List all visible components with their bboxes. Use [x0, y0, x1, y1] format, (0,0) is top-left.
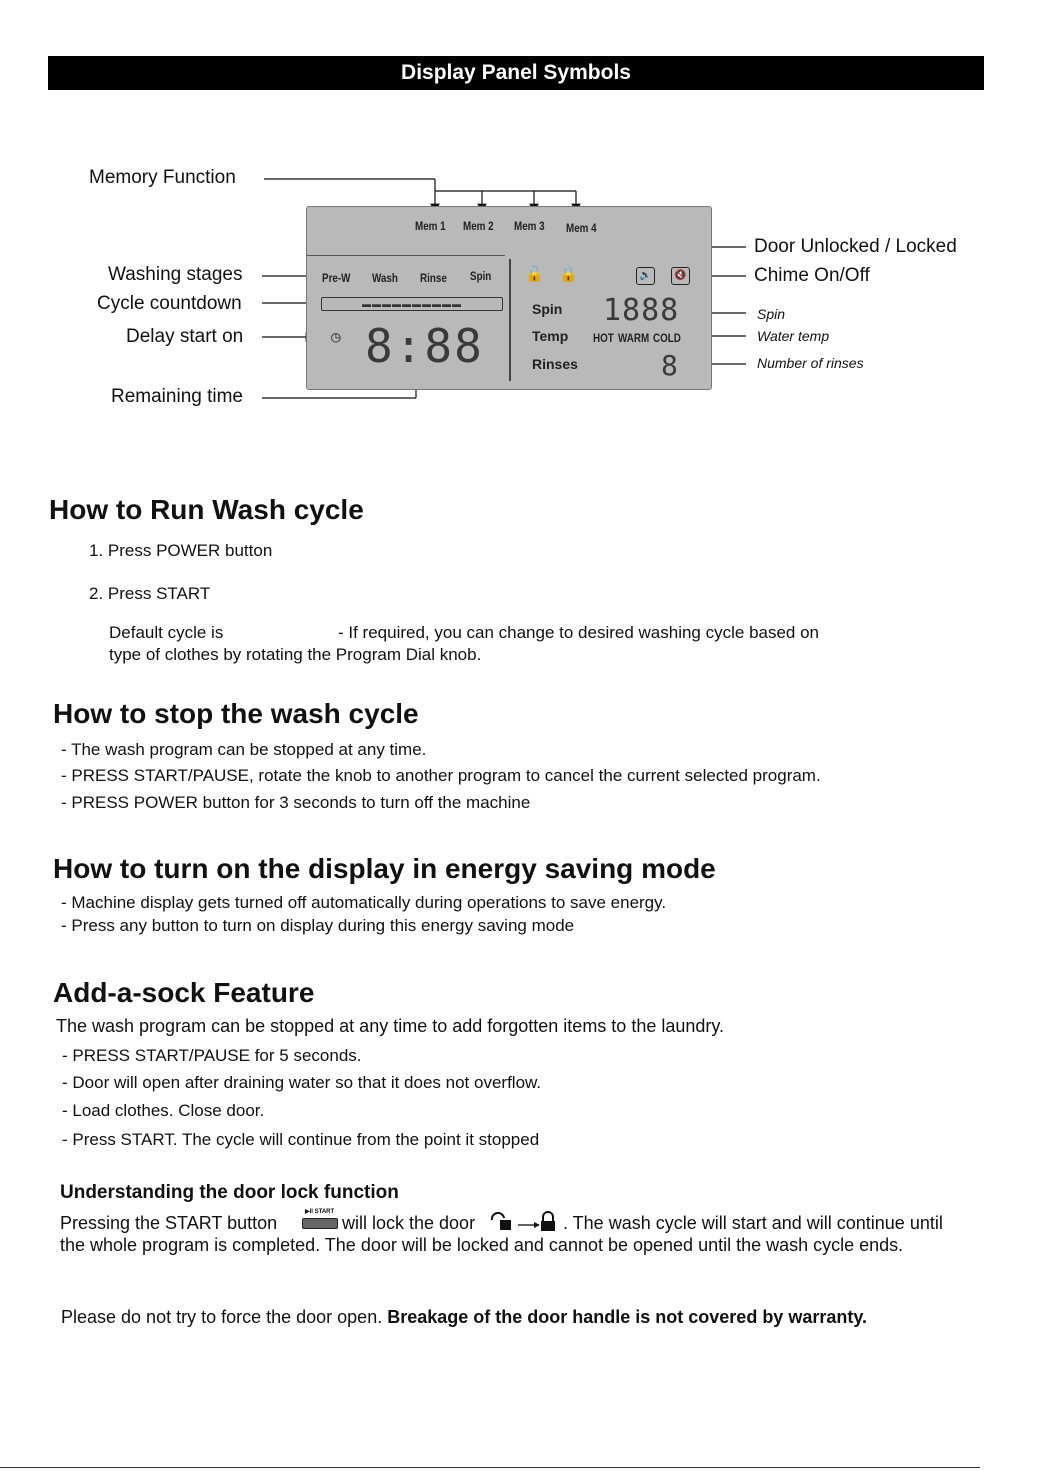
start-button-label: ▶II START — [305, 1209, 335, 1215]
run-default-a: Default cycle is — [109, 623, 224, 642]
spin-display: 1888 — [603, 293, 680, 328]
lock-icon: 🔒 — [559, 266, 578, 283]
callout-washing-stages: Washing stages — [108, 264, 243, 285]
callout-memory-function: Memory Function — [89, 167, 236, 188]
bottom-rule — [0, 1467, 980, 1468]
stop-line-3: - PRESS POWER button for 3 seconds to turn off the machine — [61, 793, 531, 812]
energy-line-1: - Machine display gets turned off automatically during operations to save energy. — [61, 893, 667, 912]
temp-hot: HOT — [593, 331, 614, 345]
callout-door-lock: Door Unlocked / Locked — [754, 236, 957, 257]
run-title: How to Run Wash cycle — [49, 494, 364, 525]
rinses-label: Rinses — [532, 356, 578, 372]
run-step-1: 1. Press POWER button — [89, 541, 273, 560]
stop-line-2: - PRESS START/PAUSE, rotate the knob to another program to cancel the current selected program. — [61, 766, 821, 785]
stop-title: How to stop the wash cycle — [53, 698, 419, 729]
energy-line-2: - Press any button to turn on display during this energy saving mode — [61, 916, 575, 935]
time-display: 8:88 — [365, 319, 484, 373]
callout-rinses: Number of rinses — [757, 355, 864, 371]
start-button-icon — [301, 1208, 337, 1228]
section-banner: Display Panel Symbols — [48, 56, 984, 90]
run-step-2: 2. Press START — [89, 584, 211, 603]
doorlock-text-a: Pressing the START button — [60, 1213, 278, 1233]
run-default-b: - If required, you can change to desired washing cycle based on — [338, 623, 820, 642]
doorlock-text-b: will lock the door — [342, 1213, 476, 1233]
display-panel — [306, 206, 712, 390]
temp-warm: WARM — [618, 331, 650, 345]
stage-wash: Wash — [372, 271, 398, 285]
doorlock-text-c: . The wash cycle will start and will continue until — [563, 1213, 943, 1233]
warning-plain: Please do not try to force the door open. — [61, 1307, 383, 1327]
callout-remaining-time: Remaining time — [111, 386, 243, 407]
warning-bold: Breakage of the door handle is not covered by warranty. — [387, 1307, 868, 1327]
doorlock-text-d: the whole program is completed. The door will be locked and cannot be opened until the wash cycle ends. — [60, 1235, 904, 1255]
clock-icon: ◷ — [331, 327, 341, 346]
temp-cold: COLD — [653, 331, 681, 345]
rinses-display: 8 — [661, 349, 678, 382]
stage-rinse: Rinse — [420, 271, 447, 285]
callout-spin: Spin — [757, 306, 786, 322]
callout-cycle-countdown: Cycle countdown — [97, 293, 242, 314]
sock-line-4: - Press START. The cycle will continue from the point it stopped — [62, 1130, 540, 1149]
doorlock-title: Understanding the door lock function — [60, 1182, 399, 1203]
chime-off-icon: 🔇 — [671, 267, 690, 285]
unlock-icon: 🔓 — [525, 266, 544, 283]
callout-water-temp: Water temp — [757, 328, 830, 344]
stage-spin: Spin — [470, 269, 492, 283]
unlock-to-lock-icon — [490, 1210, 562, 1232]
countdown-bar: ▬▬▬▬▬▬▬▬▬▬ — [321, 297, 503, 311]
sock-line-3: - Load clothes. Close door. — [62, 1101, 265, 1120]
callout-chime: Chime On/Off — [754, 265, 870, 286]
stop-line-1: - The wash program can be stopped at any time. — [61, 740, 427, 759]
sock-intro: The wash program can be stopped at any time to add forgotten items to the laundry. — [56, 1016, 725, 1036]
spin-label: Spin — [532, 301, 563, 317]
run-default-c: type of clothes by rotating the Program Dial knob. — [109, 645, 482, 664]
chime-on-icon: 🔊 — [636, 267, 655, 285]
sock-line-1: - PRESS START/PAUSE for 5 seconds. — [62, 1046, 362, 1065]
stage-prew: Pre-W — [322, 271, 351, 285]
temp-label: Temp — [532, 328, 569, 344]
mem4-label: Mem 4 — [566, 221, 597, 235]
sock-title: Add-a-sock Feature — [53, 977, 315, 1008]
mem3-label: Mem 3 — [514, 219, 545, 233]
warning-line — [61, 1307, 867, 1328]
energy-title: How to turn on the display in energy saving mode — [53, 853, 716, 884]
mem2-label: Mem 2 — [463, 219, 494, 233]
sock-line-2: - Door will open after draining water so that it does not overflow. — [62, 1073, 542, 1092]
callout-delay-start: Delay start on — [126, 326, 244, 347]
mem1-label: Mem 1 — [415, 219, 446, 233]
